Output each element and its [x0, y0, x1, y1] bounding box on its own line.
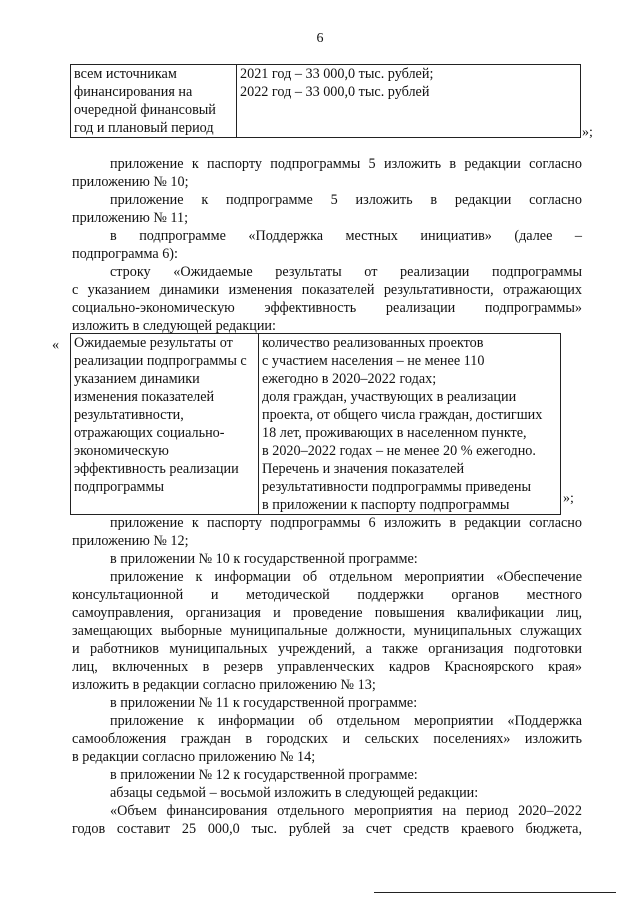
table-cell-line: Ожидаемые результаты от [74, 335, 233, 351]
paragraph-line: самоуправления, организация и проведение повышения квалификации лиц, [72, 605, 582, 621]
paragraph-line: приложению № 12; [72, 533, 189, 549]
paragraph-line: в приложении № 10 к государственной программе: [110, 551, 418, 567]
table-cell-line: 2021 год – 33 000,0 тыс. рублей; [240, 66, 434, 82]
table-cell-line: изменения показателей [74, 389, 215, 405]
paragraph-line: годов составит 25 000,0 тыс. рублей за счет средств краевого бюджета, [72, 821, 582, 837]
table-cell-line: реализации подпрограммы с [74, 353, 247, 369]
table-cell-line: всем источникам [74, 66, 177, 82]
table-cell-line: ежегодно в 2020–2022 годах; [262, 371, 437, 387]
paragraph-line: лиц, включенных в резерв управленческих кадров Красноярского края» [72, 659, 582, 675]
table-cell-line: в приложении к паспорту подпрограммы [262, 497, 510, 513]
paragraph-line: с указанием динамики изменения показателей результативности, отражающих [72, 282, 582, 298]
paragraph-line: приложению № 11; [72, 210, 189, 226]
table-cell-line: результативности подпрограммы приведены [262, 479, 531, 495]
paragraph-line: абзацы седьмой – восьмой изложить в следующей редакции: [110, 785, 479, 801]
paragraph-line: самообложения граждан в городских и сельских поселениях» изложить [72, 731, 582, 747]
table-cell-line: очередной финансовый [74, 102, 216, 118]
closing-quote: »; [563, 491, 574, 506]
page-number: 6 [316, 31, 324, 46]
table-cell-line: доля граждан, участвующих в реализации [262, 389, 517, 405]
table-cell-line: Перечень и значения показателей [262, 461, 465, 477]
table-cell-line: год и плановый период [74, 120, 214, 136]
opening-quote: « [52, 337, 60, 353]
paragraph-line: социально-экономическую эффективность реализации подпрограммы» [72, 300, 582, 316]
results-table [70, 333, 561, 515]
paragraph-line: приложение к паспорту подпрограммы 5 изложить в редакции согласно [110, 156, 582, 172]
table-cell-line: проекта, от общего числа граждан, достигших [262, 407, 543, 423]
table-cell-line: подпрограммы [74, 479, 164, 495]
table-cell-line: количество реализованных проектов [262, 335, 484, 351]
amendment-paragraphs-b [72, 514, 582, 838]
paragraph-line: в приложении № 11 к государственной программе: [110, 695, 418, 711]
results-table-value-cell [259, 334, 561, 515]
paragraph-line: приложение к информации об отдельном мероприятии «Поддержка [110, 713, 582, 729]
table-cell-line: в 2020–2022 годах – не менее 20 % ежегодно. [262, 443, 536, 459]
paragraph-line: приложение к подпрограмме 5 изложить в редакции согласно [110, 192, 582, 208]
paragraph-line: замещающих выборные муниципальные должности, муниципальных служащих [72, 623, 582, 639]
table-cell-line: отражающих социально- [74, 425, 225, 441]
table-cell-line: эффективность реализации [74, 461, 239, 477]
funding-table-value-cell [237, 65, 581, 138]
paragraph-line: изложить в следующей редакции: [72, 318, 276, 334]
paragraph-line: консультационной и методической поддержки органов местного [72, 587, 582, 603]
table-cell-line: результативности, [74, 407, 184, 423]
paragraph-line: подпрограмма 6): [72, 246, 178, 262]
closing-quote: »; [582, 125, 593, 140]
paragraph-line: изложить в редакции согласно приложению № 13; [72, 677, 376, 693]
paragraph-line: приложение к паспорту подпрограммы 6 изложить в редакции согласно [110, 515, 582, 531]
table-cell-line: указанием динамики [74, 371, 200, 387]
funding-table [70, 64, 581, 138]
amendment-paragraphs-a [72, 155, 582, 335]
paragraph-line: приложение к информации об отдельном мероприятии «Обеспечение [110, 569, 582, 585]
table-cell-line: экономическую [74, 443, 169, 459]
table-cell-line: финансирования на [74, 84, 193, 100]
results-table-label-cell [71, 334, 259, 515]
paragraph-line: строку «Ожидаемые результаты от реализации подпрограммы [110, 264, 582, 280]
paragraph-line: в подпрограмме «Поддержка местных инициатив» (далее – [110, 228, 582, 244]
footer-rule [374, 892, 616, 893]
paragraph-line: в приложении № 12 к государственной программе: [110, 767, 418, 783]
paragraph-line: «Объем финансирования отдельного мероприятия на период 2020–2022 [110, 803, 582, 819]
funding-table-label-cell [71, 65, 237, 138]
paragraph-line: и работников муниципальных учреждений, а также организация подготовки [72, 641, 582, 657]
table-cell-line: 18 лет, проживающих в населенном пункте, [262, 425, 527, 441]
paragraph-line: в редакции согласно приложению № 14; [72, 749, 316, 765]
paragraph-line: приложению № 10; [72, 174, 189, 190]
table-cell-line: с участием населения – не менее 110 [262, 353, 485, 369]
table-cell-line: 2022 год – 33 000,0 тыс. рублей [240, 84, 430, 100]
